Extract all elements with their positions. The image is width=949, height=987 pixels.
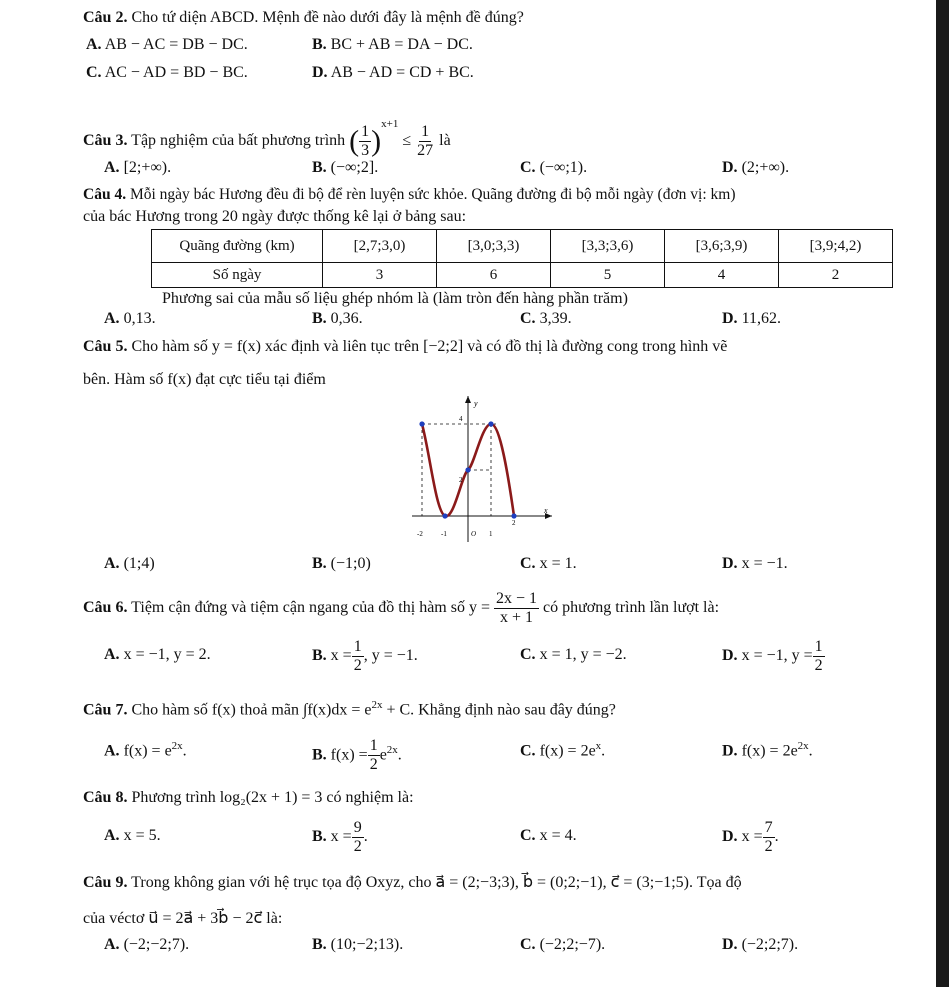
q8-option-b-num: 9: [353, 818, 362, 836]
q5-label: Câu 5.: [83, 338, 128, 355]
q4-table-interval-1: [2,7;3,0): [323, 230, 437, 263]
q2-option-d[interactable]: [312, 64, 474, 82]
q2-option-b-text: BC + AB = DA − DC.: [330, 36, 473, 53]
q2-text: Cho tứ diện ABCD. Mệnh đề nào dưới đây là mệnh đề đúng?: [131, 9, 524, 26]
q3-base: [359, 123, 371, 160]
q3-paren-open: (: [349, 124, 360, 158]
q5-point-left: [419, 421, 424, 426]
q4-option-d-label: D.: [722, 310, 738, 327]
q3-rhs-den: 27: [417, 141, 434, 159]
q2-option-d-text: AB − AD = CD + BC.: [330, 64, 474, 81]
q5-option-b[interactable]: [312, 555, 371, 573]
q4-table-count-1: 3: [323, 263, 437, 288]
q2-option-b[interactable]: [312, 36, 473, 54]
q3-exponent: x+1: [381, 118, 399, 130]
q7-option-b-exp: 2x: [386, 744, 398, 756]
q6-option-a-label: A.: [104, 646, 120, 663]
q6-option-c[interactable]: [520, 646, 627, 664]
q6-option-c-label: C.: [520, 646, 536, 663]
q6-option-c-text: x = 1, y = −2.: [539, 646, 627, 663]
q5-point-max: [488, 421, 493, 426]
q6-option-a-text: x = −1, y = 2.: [123, 646, 211, 663]
q2-option-c-label: C.: [86, 64, 102, 81]
q7-option-d-pre: f(x) = 2e: [741, 742, 798, 760]
q7-option-b-den: 2: [369, 756, 378, 774]
q7-option-a-label: A.: [104, 742, 120, 760]
q6-option-d-label: D.: [722, 647, 738, 664]
q5-x-tick-m2: -2: [417, 530, 423, 538]
q8-stem: [83, 787, 414, 809]
q7-option-b-post: e: [379, 746, 387, 764]
q5-origin-label: O: [471, 530, 477, 538]
q6-fn-num: 2x − 1: [496, 589, 538, 607]
q6-option-d-den: 2: [814, 656, 823, 674]
q7-option-a-exp: 2x: [171, 740, 183, 752]
q4-table-header-days: Số ngày: [152, 263, 323, 288]
q7-option-d[interactable]: [722, 740, 813, 760]
q4-stem-line1: [83, 184, 736, 206]
q5-option-b-label: B.: [312, 555, 327, 572]
q6-option-d-pre: x = −1, y =: [741, 647, 813, 664]
q6-option-b-label: B.: [312, 647, 327, 664]
q6-fn-den: x + 1: [500, 608, 534, 626]
q2-label: Câu 2.: [83, 9, 128, 26]
q4-option-c-label: C.: [520, 310, 536, 327]
q6-fn-lhs: y =: [468, 599, 490, 616]
q7-tail: + C. Khẳng định nào sau đây đúng?: [386, 701, 616, 719]
q2-option-b-label: B.: [312, 36, 327, 53]
q3-option-b[interactable]: [312, 159, 378, 177]
q8-option-d-frac: [763, 819, 775, 856]
q4-option-b-label: B.: [312, 310, 327, 327]
q6-label: Câu 6.: [83, 599, 128, 616]
q5-point-right: [511, 513, 516, 518]
q3-stem: [83, 102, 451, 163]
q7-option-b-frac: [368, 737, 380, 774]
q3-base-num: 1: [361, 122, 370, 140]
q6-option-b-pre: x =: [330, 647, 352, 664]
q4-text1: Mỗi ngày bác Hương đều đi bộ để rèn luyện sức khỏe. Quãng đường đi bộ mỗi ngày (đơn vị: km): [129, 186, 736, 203]
q7-option-b[interactable]: [312, 730, 402, 775]
q4-option-b-text: 0,36.: [330, 310, 363, 327]
q3-option-d-label: D.: [722, 159, 738, 176]
q9-option-b-label: B.: [312, 936, 327, 953]
q4-frequency-table: [151, 229, 893, 288]
q7-option-c-label: C.: [520, 742, 536, 760]
q3-rhs-num: 1: [421, 122, 430, 140]
q3-option-b-text: (−∞;2].: [330, 159, 379, 176]
q8-option-b-pre: x =: [330, 828, 352, 845]
q8-option-b-frac: [352, 819, 364, 856]
q7-option-b-pre: f(x) =: [330, 746, 368, 764]
q9-stem-line2: của véctơ u⃗ = 2a⃗ + 3b⃗ − 2c⃗ là:: [83, 910, 283, 927]
q3-option-c[interactable]: [520, 159, 587, 177]
q6-option-b-num: 1: [353, 637, 362, 655]
q7-option-b-end: .: [397, 746, 402, 764]
q9-option-c[interactable]: [520, 936, 605, 954]
q8-option-b-den: 2: [353, 837, 362, 855]
q7-option-a-post: .: [182, 742, 187, 760]
q5-option-d[interactable]: [722, 555, 788, 573]
q4-question: Phương sai của mẫu số liệu ghép nhóm là (làm tròn đến hàng phần trăm): [162, 290, 628, 307]
q4-option-c[interactable]: [520, 310, 572, 328]
q5-option-c[interactable]: [520, 555, 577, 573]
q8-option-d-num: 7: [764, 818, 773, 836]
q4-option-a-text: 0,13.: [123, 310, 156, 327]
q3-option-b-label: B.: [312, 159, 327, 176]
q5-stem-line1: [83, 336, 727, 358]
q3-option-c-label: C.: [520, 159, 536, 176]
q8-option-b[interactable]: [312, 817, 368, 857]
q6-option-b-post: , y = −1.: [363, 647, 418, 664]
q8-option-a-text: x = 5.: [123, 827, 161, 844]
q5-option-a-label: A.: [104, 555, 120, 572]
q8-option-d-label: D.: [722, 828, 738, 845]
q4-option-a[interactable]: [104, 310, 156, 328]
q7-option-c-pre: f(x) = 2e: [539, 742, 596, 760]
q6-option-b-frac: [352, 638, 364, 675]
q5-y-axis-label: y: [474, 399, 478, 408]
q5-stem-line2: bên. Hàm số f(x) đạt cực tiểu tại điểm: [83, 371, 326, 388]
q6-fn-fraction: [494, 590, 539, 627]
q6-text: Tiệm cận đứng và tiệm cận ngang của đồ thị hàm số: [131, 599, 465, 616]
q3-base-den: 3: [361, 141, 370, 159]
q9-option-d-label: D.: [722, 936, 738, 953]
q4-table-interval-5: [3,9;4,2): [779, 230, 893, 263]
q3-paren-close: ): [371, 124, 382, 158]
q7-stem: [83, 694, 616, 721]
q8-option-a-label: A.: [104, 827, 120, 844]
q3-rhs: [415, 123, 435, 160]
q5-x-tick-2: 2: [512, 519, 516, 527]
q5-x-tick-1: 1: [489, 530, 493, 538]
q3-option-a-text: [2;+∞).: [123, 159, 172, 176]
q7-option-a-pre: f(x) = e: [123, 742, 172, 760]
q5-option-c-label: C.: [520, 555, 536, 572]
q7-option-c[interactable]: [520, 740, 605, 760]
q2-option-a-text: AB − AC = DB − DC.: [104, 36, 248, 53]
q2-option-a-label: A.: [86, 36, 102, 53]
q5-option-d-text: x = −1.: [741, 555, 788, 572]
q4-table-count-2: 6: [437, 263, 551, 288]
q5-text1: Cho hàm số y = f(x) xác định và liên tục trên [−2;2] và có đồ thị là đường cong trong hình vẽ: [131, 338, 728, 355]
q9-option-d[interactable]: [722, 936, 798, 954]
q2-option-d-label: D.: [312, 64, 328, 81]
q6-option-b[interactable]: [312, 636, 418, 676]
q5-y-tick-4: 4: [459, 415, 463, 423]
q7-option-d-exp: 2x: [797, 740, 809, 752]
q7-option-c-exp: x: [595, 740, 602, 752]
q6-stem: [83, 586, 719, 630]
q5-point-min: [442, 513, 447, 518]
q2-option-a[interactable]: [86, 36, 248, 54]
q5-option-d-label: D.: [722, 555, 738, 572]
q9-option-b[interactable]: [312, 936, 403, 954]
q9-option-b-text: (10;−2;13).: [330, 936, 404, 953]
q5-function-graph: [412, 394, 552, 542]
q6-option-d-frac: [813, 638, 825, 675]
q5-point-inflection: [465, 467, 470, 472]
q8-option-b-post: .: [363, 828, 368, 845]
q2-option-c[interactable]: [86, 64, 248, 82]
q3-relation: ≤: [402, 132, 412, 149]
q8-option-c[interactable]: [520, 827, 577, 845]
q4-stem-line2: của bác Hương trong 20 ngày được thống kê lại ở bảng sau:: [83, 208, 467, 225]
q4-label: Câu 4.: [83, 186, 127, 203]
q8-option-d-den: 2: [764, 837, 773, 855]
q5-x-tick-m1: -1: [441, 530, 447, 538]
q4-table-count-3: 5: [551, 263, 665, 288]
q5-option-a-text: (1;4): [123, 555, 155, 572]
q4-table-interval-2: [3,0;3,3): [437, 230, 551, 263]
q6-tail: có phương trình lần lượt là:: [543, 599, 720, 616]
q7-option-a[interactable]: [104, 740, 187, 760]
q4-table-header-distance: Quãng đường (km): [152, 230, 323, 263]
q3-tail: là: [439, 132, 451, 149]
q4-option-c-text: 3,39.: [539, 310, 572, 327]
q8-option-d-pre: x =: [741, 828, 763, 845]
q4-table-count-5: 2: [779, 263, 893, 288]
q9-option-a-label: A.: [104, 936, 120, 953]
q4-option-d-text: 11,62.: [741, 310, 781, 327]
q7-option-c-post: .: [601, 742, 606, 760]
q5-option-b-text: (−1;0): [330, 555, 371, 572]
q3-option-a[interactable]: [104, 159, 171, 177]
q9-label: Câu 9.: [83, 874, 128, 891]
q9-stem-line1: [83, 872, 742, 894]
q8-option-d[interactable]: [722, 817, 779, 857]
q8-option-c-text: x = 4.: [539, 827, 577, 844]
q9-text1: Trong không gian với hệ trục tọa độ Oxyz, cho a⃗ = (2;−3;3), b⃗ = (0;2;−1), c⃗ = (3;−1;5). Tọa độ: [131, 874, 742, 891]
q5-x-axis-label: x: [544, 506, 548, 515]
q9-option-c-text: (−2;2;−7).: [539, 936, 606, 953]
q7-option-b-num: 1: [369, 737, 378, 755]
q8-text: Phương trình log₂(2x + 1) = 3 có nghiệm là:: [131, 789, 414, 806]
q6-option-d-num: 1: [814, 637, 823, 655]
q4-table-count-4: 4: [665, 263, 779, 288]
q5-y-axis-arrow-icon: [465, 396, 471, 403]
q4-table-row-days: [152, 263, 893, 288]
q3-label: Câu 3.: [83, 132, 128, 149]
q2-stem: [83, 7, 524, 29]
q4-option-a-label: A.: [104, 310, 120, 327]
q3-option-d-text: (2;+∞).: [741, 159, 790, 176]
q6-option-a[interactable]: [104, 646, 211, 664]
q5-option-c-text: x = 1.: [539, 555, 577, 572]
q4-table-row-distance: [152, 230, 893, 263]
q5-y-tick-2: 2: [459, 476, 463, 484]
q9-option-d-text: (−2;2;7).: [741, 936, 799, 953]
q7-option-d-post: .: [808, 742, 813, 760]
q7-option-d-label: D.: [722, 742, 738, 760]
q8-option-a[interactable]: [104, 827, 161, 845]
q6-option-b-den: 2: [353, 656, 362, 674]
q3-option-a-label: A.: [104, 159, 120, 176]
q4-table-interval-4: [3,6;3,9): [665, 230, 779, 263]
q8-option-b-label: B.: [312, 828, 327, 845]
q7-option-b-label: B.: [312, 746, 327, 764]
q3-option-c-text: (−∞;1).: [539, 159, 588, 176]
q7-exp: 2x: [371, 699, 383, 711]
q9-option-c-label: C.: [520, 936, 536, 953]
q2-option-c-text: AC − AD = BD − BC.: [104, 64, 248, 81]
q4-option-b[interactable]: [312, 310, 363, 328]
q5-option-a[interactable]: [104, 555, 155, 573]
q3-text: Tập nghiệm của bất phương trình: [131, 132, 346, 149]
q6-option-d[interactable]: [722, 636, 825, 676]
right-edge-bar: [936, 0, 949, 987]
q8-option-c-label: C.: [520, 827, 536, 844]
q8-label: Câu 8.: [83, 789, 128, 806]
q4-table-interval-3: [3,3;3,6): [551, 230, 665, 263]
q7-label: Câu 7.: [83, 701, 128, 719]
q9-option-a[interactable]: [104, 936, 189, 954]
q3-option-d[interactable]: [722, 159, 789, 177]
q4-option-d[interactable]: [722, 310, 781, 328]
q8-option-d-post: .: [774, 828, 779, 845]
q7-text: Cho hàm số f(x) thoả mãn ∫f(x)dx = e: [131, 701, 372, 719]
q9-option-a-text: (−2;−2;7).: [123, 936, 190, 953]
